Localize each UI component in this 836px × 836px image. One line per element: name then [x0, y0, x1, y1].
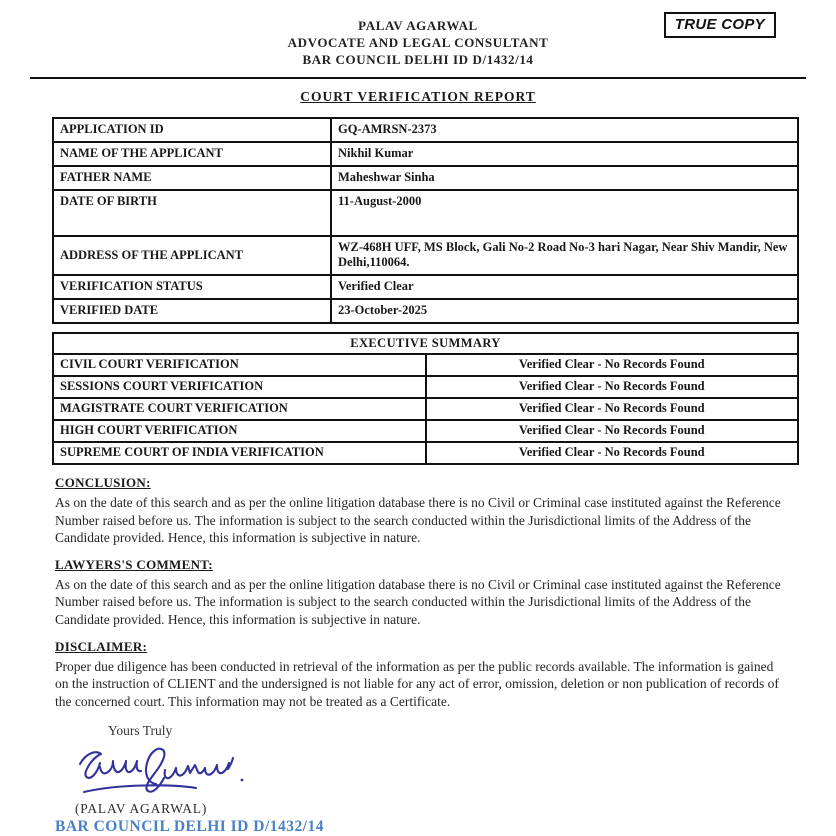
row-label: NAME OF THE APPLICANT: [53, 142, 331, 166]
executive-summary-table: [52, 332, 799, 465]
row-label: CIVIL COURT VERIFICATION: [53, 354, 426, 376]
row-label: MAGISTRATE COURT VERIFICATION: [53, 398, 426, 420]
true-copy-stamp: TRUE COPY: [664, 12, 776, 38]
row-label: DATE OF BIRTH: [53, 190, 331, 236]
executive-summary-head: [53, 333, 798, 354]
row-label: APPLICATION ID: [53, 118, 331, 142]
table-row: [53, 275, 798, 299]
row-value: 11-August-2000: [331, 190, 798, 236]
advocate-bar-id: BAR COUNCIL DELHI ID D/1432/14: [302, 52, 534, 67]
row-label: HIGH COURT VERIFICATION: [53, 420, 426, 442]
advocate-name: PALAV AGARWAL: [358, 18, 478, 33]
section-body: As on the date of this search and as per the online litigation database there is no Civil or Criminal case instituted against the Reference Number raised before us. The information is subject to the search conducted within the Jurisdictional limits of the Address of the Candidate provided. Hence, this information is subjective in nature.: [55, 576, 781, 627]
signature-image: [70, 742, 270, 800]
signoff-block: [0, 723, 836, 836]
applicant-table-body: [53, 118, 798, 323]
report-section: [55, 475, 788, 547]
row-value: Verified Clear - No Records Found: [426, 398, 799, 420]
row-label: SESSIONS COURT VERIFICATION: [53, 376, 426, 398]
executive-summary-title: EXECUTIVE SUMMARY: [53, 333, 798, 354]
section-heading: DISCLAIMER:: [55, 638, 148, 654]
applicant-table: [52, 117, 799, 324]
signer-bar-id: BAR COUNCIL DELHI ID D/1432/14: [55, 818, 325, 836]
section-body: As on the date of this search and as per the online litigation database there is no Civil or Criminal case instituted against the Reference Number raised before us. The information is subject to the search conducted within the Jurisdictional limits of the Address of the Candidate provided. Hence, this information is subjective in nature.: [55, 495, 781, 546]
row-label: ADDRESS OF THE APPLICANT: [53, 236, 331, 275]
table-row: [53, 118, 798, 142]
row-label: VERIFICATION STATUS: [53, 275, 331, 299]
row-value: Nikhil Kumar: [331, 142, 798, 166]
narrative-sections: [55, 475, 788, 710]
row-label: SUPREME COURT OF INDIA VERIFICATION: [53, 442, 426, 464]
report-title-wrap: [0, 88, 836, 106]
table-row: [53, 166, 798, 190]
header-divider: [30, 77, 806, 79]
table-row: [53, 376, 798, 398]
table-row: [53, 354, 798, 376]
advocate-title: ADVOCATE AND LEGAL CONSULTANT: [287, 35, 549, 50]
salutation: Yours Truly: [108, 723, 173, 739]
table-row: [53, 299, 798, 323]
table-row: [53, 190, 798, 236]
row-value: 23-October-2025: [331, 299, 798, 323]
table-row: [53, 398, 798, 420]
executive-summary-body: [53, 354, 798, 464]
row-label: VERIFIED DATE: [53, 299, 331, 323]
section-heading: LAWYERS'S COMMENT:: [55, 556, 213, 572]
table-row: [53, 142, 798, 166]
row-value: WZ-468H UFF, MS Block, Gali No-2 Road No-3 hari Nagar, Near Shiv Mandir, New Delhi,110064.: [331, 236, 798, 275]
row-value: Maheshwar Sinha: [331, 166, 798, 190]
row-label: FATHER NAME: [53, 166, 331, 190]
table-row: [53, 420, 798, 442]
row-value: Verified Clear - No Records Found: [426, 420, 799, 442]
section-body: Proper due diligence has been conducted in retrieval of the information as per the public records available. The information is gained on the instruction of CLIENT and the undersigned is not liable for any act of error, omission, deletion or non publication of records of the concerned court. This information may not be treated as a Certificate.: [55, 658, 779, 709]
signer-name: (PALAV AGARWAL): [75, 801, 208, 817]
table-row: [53, 333, 798, 354]
section-heading: CONCLUSION:: [55, 475, 151, 490]
report-section: [55, 639, 788, 711]
row-value: Verified Clear - No Records Found: [426, 376, 799, 398]
row-value: Verified Clear - No Records Found: [426, 354, 799, 376]
table-row: [53, 236, 798, 275]
report-section: [55, 557, 788, 629]
row-value: Verified Clear - No Records Found: [426, 442, 799, 464]
row-value: GQ-AMRSN-2373: [331, 118, 798, 142]
table-row: [53, 442, 798, 464]
row-value: Verified Clear: [331, 275, 798, 299]
page-title: COURT VERIFICATION REPORT: [300, 89, 536, 104]
